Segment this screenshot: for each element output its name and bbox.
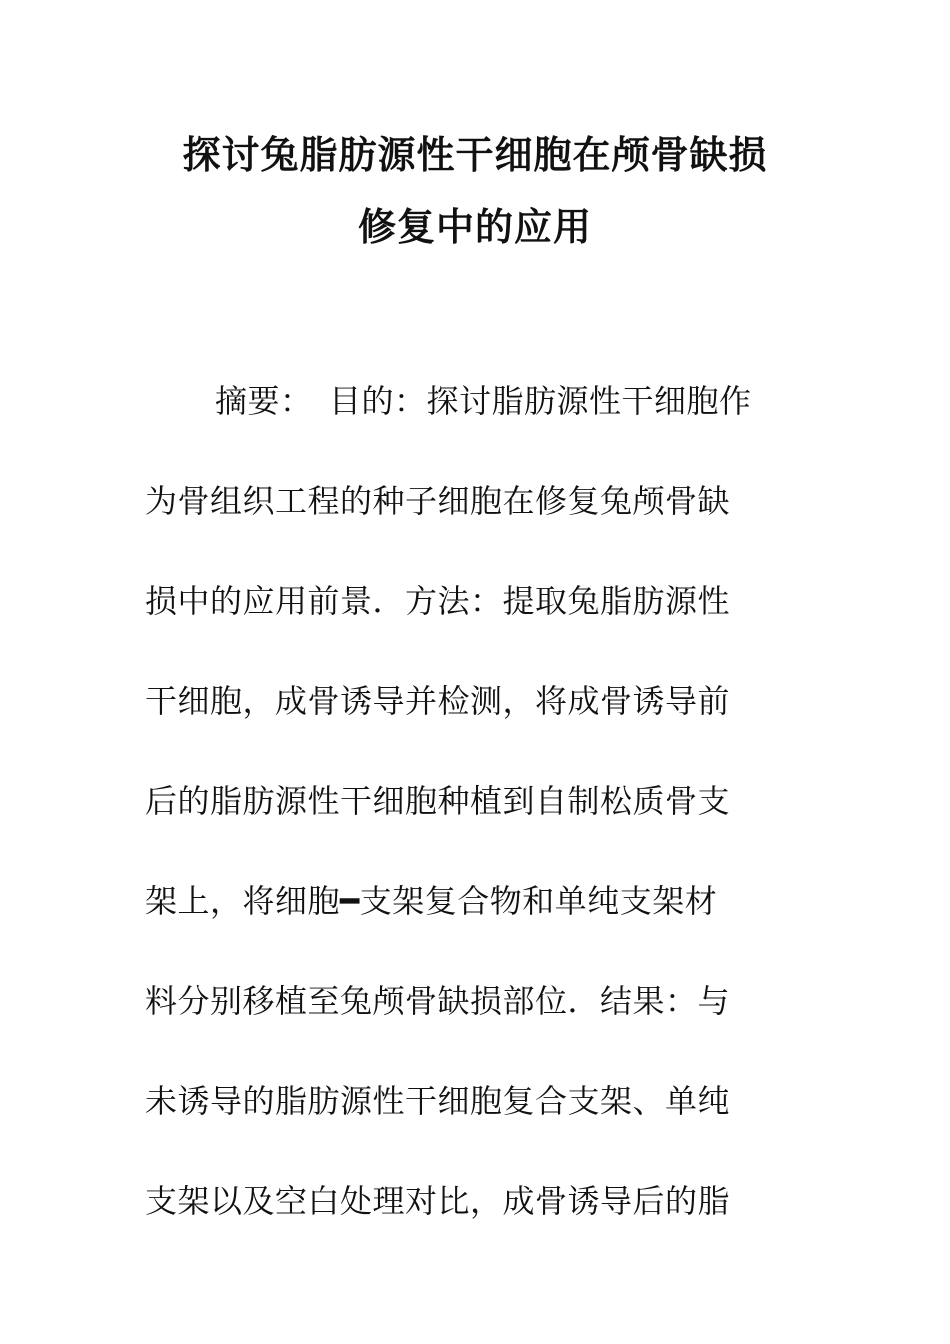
abstract-line-6: 架上，将细胞━支架复合物和单纯支架材 xyxy=(145,882,718,920)
abstract-line-1: 摘要： 目的：探讨脂肪源性干细胞作 xyxy=(215,382,752,420)
abstract-line-9: 支架以及空白处理对比，成骨诱导后的脂 xyxy=(145,1182,731,1220)
abstract-line-5: 后的脂肪源性干细胞种植到自制松质骨支 xyxy=(145,782,731,820)
abstract-line-7: 料分别移植至兔颅骨缺损部位．结果：与 xyxy=(145,982,731,1020)
abstract-line-8: 未诱导的脂肪源性干细胞复合支架、单纯 xyxy=(145,1082,731,1120)
abstract-line-3: 损中的应用前景．方法：提取兔脂肪源性 xyxy=(145,582,731,620)
abstract-line-4: 干细胞，成骨诱导并检测，将成骨诱导前 xyxy=(145,682,731,720)
document-title-line-1: 探讨兔脂肪源性干细胞在颅骨缺损 xyxy=(182,133,768,177)
abstract-line-2: 为骨组织工程的种子细胞在修复兔颅骨缺 xyxy=(145,482,731,520)
document-title-line-2: 修复中的应用 xyxy=(357,205,592,249)
